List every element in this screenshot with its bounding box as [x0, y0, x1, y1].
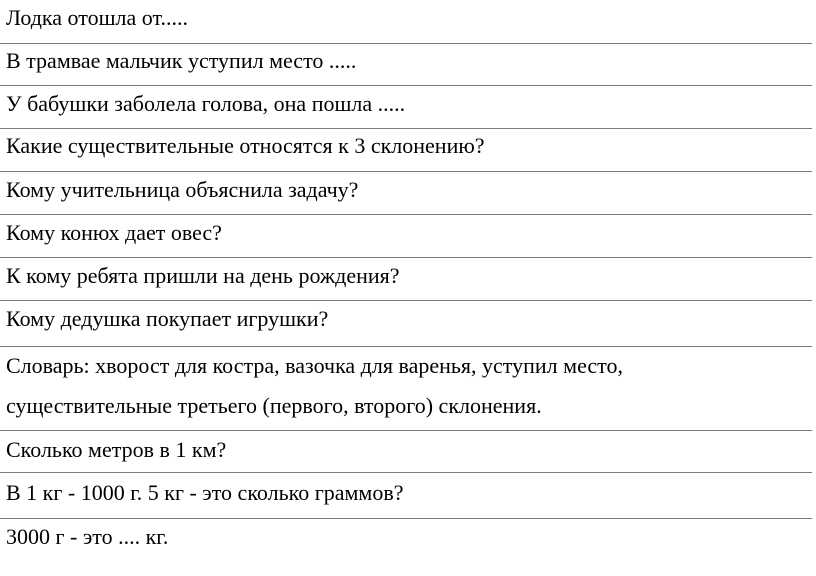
- table-row: [0, 44, 812, 86]
- row-text: К кому ребята пришли на день рождения?: [6, 263, 400, 288]
- row-text: Сколько метров в 1 км?: [6, 437, 227, 462]
- row-text-continued: существительные третьего (первого, второго) склонения.: [6, 393, 542, 418]
- table-row: [0, 431, 812, 473]
- row-text: Лодка отошла от.....: [6, 5, 188, 30]
- table-row: [0, 129, 812, 172]
- table-row: [0, 519, 812, 576]
- row-text: Кому конюх дает овес?: [6, 220, 222, 245]
- row-text: 3000 г - это .... кг.: [6, 524, 169, 549]
- row-text: Какие существительные относятся к 3 склонению?: [6, 133, 485, 158]
- table-row: [0, 301, 812, 347]
- row-text: В трамвае мальчик уступил место .....: [6, 48, 357, 73]
- table-row: [0, 473, 812, 519]
- row-text: В 1 кг - 1000 г. 5 кг - это сколько граммов?: [6, 480, 404, 505]
- row-text: Кому учительница объяснила задачу?: [6, 177, 359, 202]
- table-row: [0, 215, 812, 258]
- row-text: Словарь: хворост для костра, вазочка для варенья, уступил место,: [6, 353, 623, 378]
- table-row: [0, 0, 812, 44]
- table-row: [0, 172, 812, 215]
- row-text: У бабушки заболела голова, она пошла .....: [6, 91, 406, 116]
- row-text: Кому дедушка покупает игрушки?: [6, 306, 329, 331]
- table-row: [0, 86, 812, 129]
- table-row: [0, 258, 812, 301]
- table-row: [0, 347, 812, 431]
